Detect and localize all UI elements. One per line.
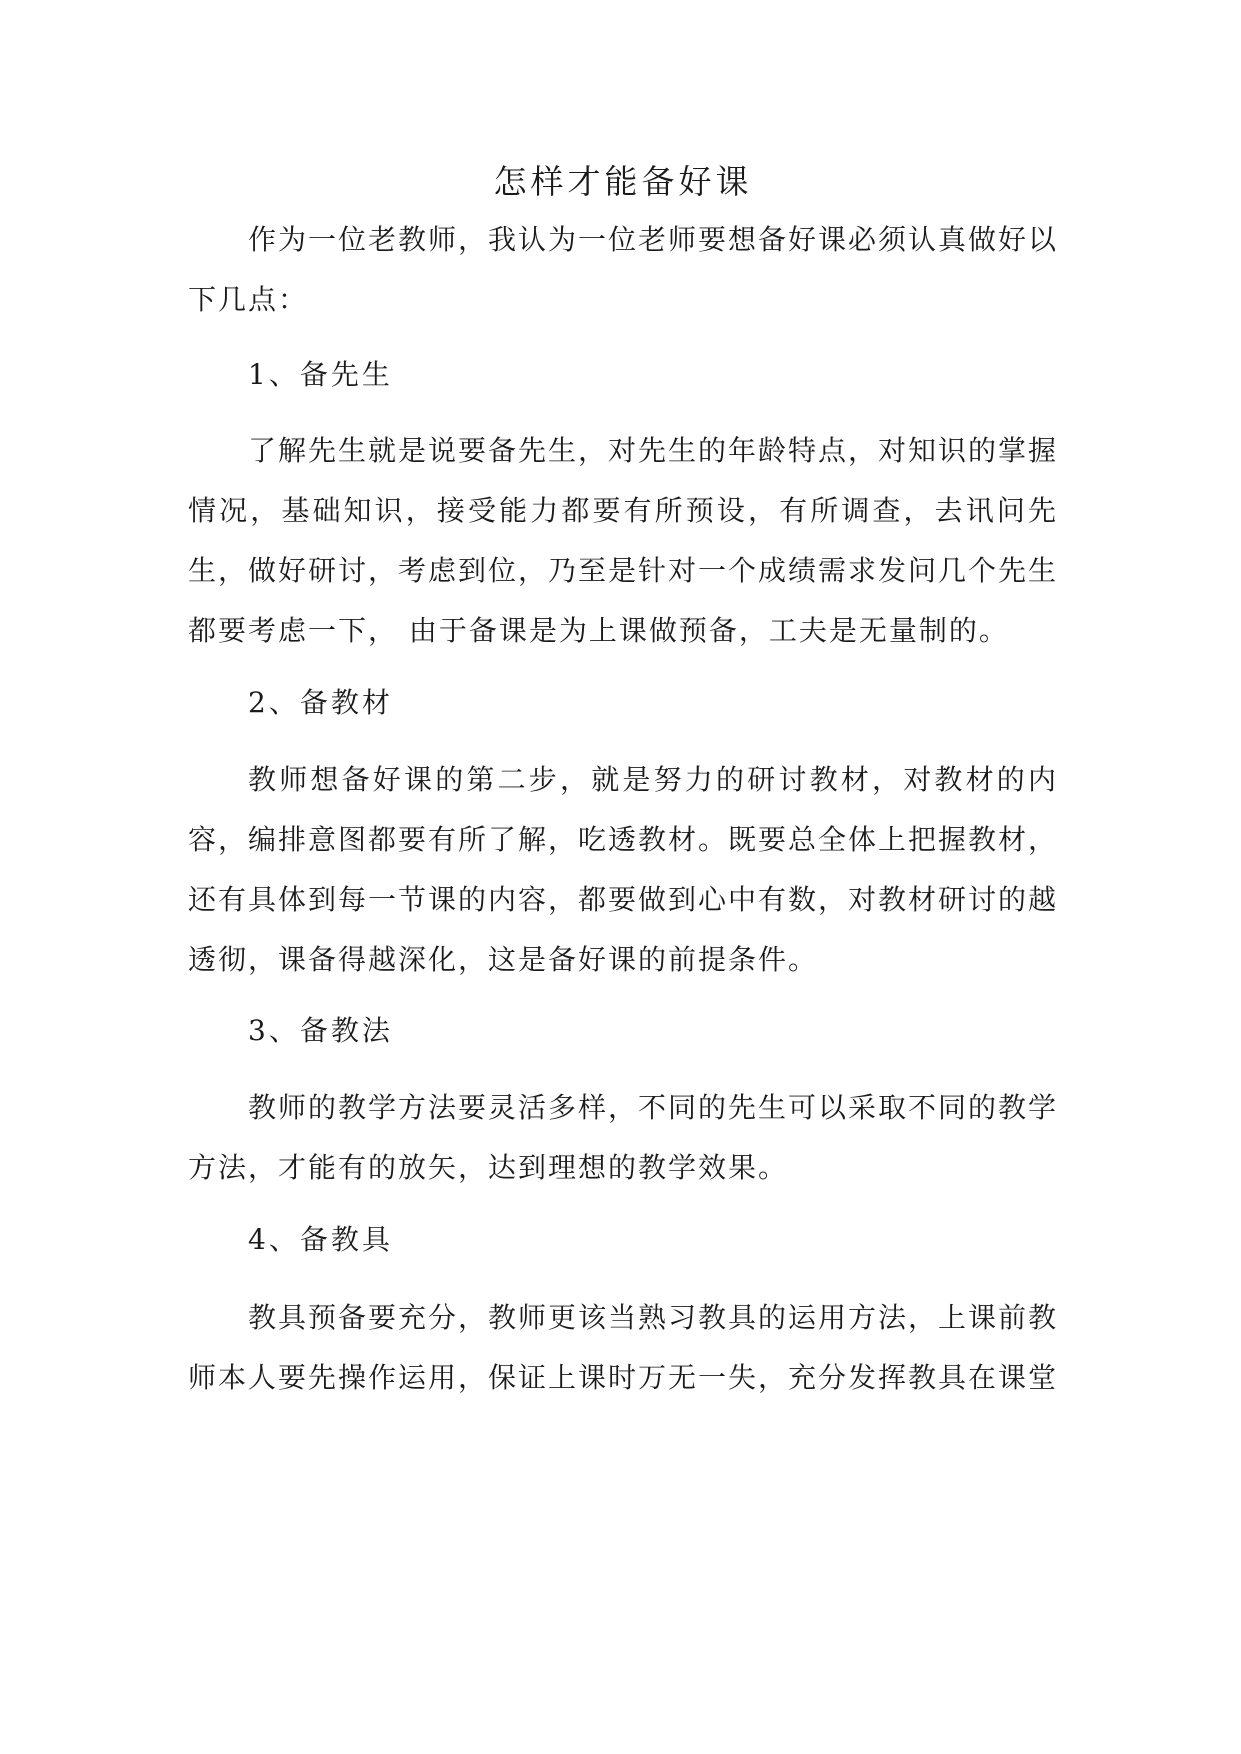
document-title: 怎样才能备好课 — [493, 162, 753, 201]
intro-paragraph: 作为一位老教师，我认为一位老师要想备好课必须认真做好以下几点： — [188, 223, 1059, 316]
document-page — [188, 0, 1058, 1754]
section-heading-method: 3、备教法 — [248, 1014, 393, 1047]
section-body-students: 了解先生就是说要备先生，对先生的年龄特点，对知识的掌握情况，基础知识，接受能力都要有所预设，有所调查，去讯问先生，做好研讨，考虑到位，乃至是针对一个成绩需求发问几个先生都要考虑一下， 由于备课是为上课做预备，工夫是无量制的。 — [188, 434, 1059, 647]
section-heading-students: 1、备先生 — [248, 358, 393, 391]
section-body-teaching-aids: 教具预备要充分，教师更该当熟习教具的运用方法，上课前教师本人要先操作运用，保证上课时万无一失，充分发挥教具在课堂 — [188, 1301, 1059, 1394]
section-heading-teaching-aids: 4、备教具 — [248, 1223, 393, 1256]
section-body-textbook: 教师想备好课的第二步，就是努力的研讨教材，对教材的内容，编排意图都要有所了解，吃透教材。既要总全体上把握教材，还有具体到每一节课的内容，都要做到心中有数，对教材研讨的越透彻，课备得越深化，这是备好课的前提条件。 — [188, 763, 1059, 976]
section-heading-textbook: 2、备教材 — [248, 686, 393, 719]
section-body-method: 教师的教学方法要灵活多样，不同的先生可以采取不同的教学方法，才能有的放矢，达到理想的教学效果。 — [188, 1091, 1059, 1184]
